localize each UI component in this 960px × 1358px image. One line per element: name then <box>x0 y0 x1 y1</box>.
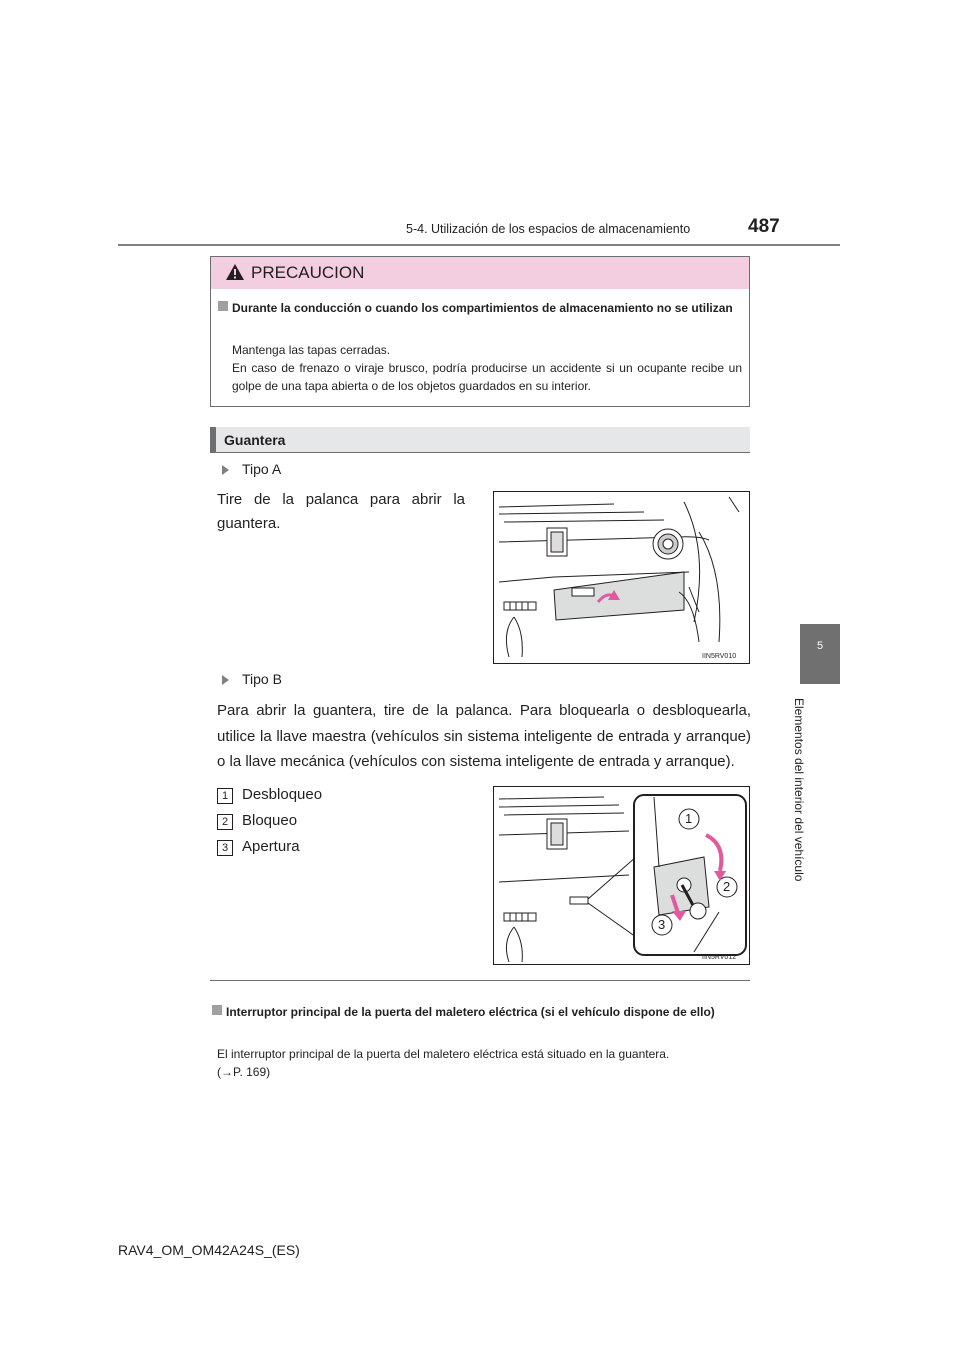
section-bar-accent <box>210 427 216 453</box>
callout-label: Apertura <box>242 838 300 855</box>
caution-text: En caso de frenazo o viraje brusco, podría producirse un accidente si un ocupante recibe un golpe de una tapa abierta o de los objetos guardados en su interior. <box>232 361 742 393</box>
callout-3-icon: 3 <box>658 917 666 932</box>
type-a-text: Tire de la palanca para abrir la guantera. <box>217 491 465 532</box>
header-rule <box>118 244 840 246</box>
type-b-text: Para abrir la guantera, tire de la palanca. Para bloquearla o desbloquearla, utilice la llave maestra (vehículos sin sistema inteligente de entrada y arranque) o la llave mecánica (vehículos con sistema inteligente de entrada y arranque). <box>217 702 751 770</box>
page-number: 487 <box>748 216 780 237</box>
callout-number: 1 <box>217 788 233 804</box>
square-bullet-icon <box>212 1005 222 1015</box>
chapter-label-wrap <box>792 698 806 888</box>
warning-triangle-icon <box>226 264 244 285</box>
triangle-bullet-icon <box>222 675 229 685</box>
note-heading: Interruptor principal de la puerta del maletero eléctrica (si el vehículo dispone de ello) <box>226 1005 715 1019</box>
chapter-tab <box>800 624 840 684</box>
chapter-number: 5 <box>816 640 824 652</box>
section-bar <box>210 427 750 453</box>
square-bullet-icon <box>218 301 228 311</box>
caution-title: PRECAUCION <box>251 263 365 282</box>
callout-label: Bloqueo <box>242 812 298 829</box>
note-text <box>217 1045 750 1081</box>
caution-heading: Durante la conducción o cuando los compartimientos de almacenamiento no se utilizan <box>232 301 733 315</box>
type-a-label: Tipo A <box>242 461 282 477</box>
triangle-bullet-icon <box>222 465 229 475</box>
section-heading: Guantera <box>224 432 286 448</box>
callout-number: 2 <box>217 814 233 830</box>
callout-1-icon: 1 <box>685 811 693 826</box>
caution-text: Mantenga las tapas cerradas. <box>232 343 391 357</box>
section-title: 5-4. Utilización de los espacios de almacenamiento <box>406 222 691 236</box>
callout-label: Desbloqueo <box>242 786 323 803</box>
figure-code-a: IIN5RV010 <box>702 653 737 660</box>
figure-glovebox-type-a <box>493 491 750 664</box>
type-b-label: Tipo B <box>242 671 282 687</box>
page-reference-link[interactable]: (→P. 169) <box>217 1065 271 1079</box>
callout-2-icon: 2 <box>723 879 731 894</box>
figure-code-b: IIN5RV012 <box>702 954 737 961</box>
divider <box>210 980 750 981</box>
note-text-line: El interruptor principal de la puerta del maletero eléctrica está situado en la guantera. <box>217 1047 670 1061</box>
callout-number: 3 <box>217 840 233 856</box>
chapter-label: Elementos del interior del vehículo <box>792 698 806 882</box>
figure-glovebox-type-b <box>493 786 750 965</box>
footer-doc-code: RAV4_OM_OM42A24S_(ES) <box>118 1242 300 1258</box>
